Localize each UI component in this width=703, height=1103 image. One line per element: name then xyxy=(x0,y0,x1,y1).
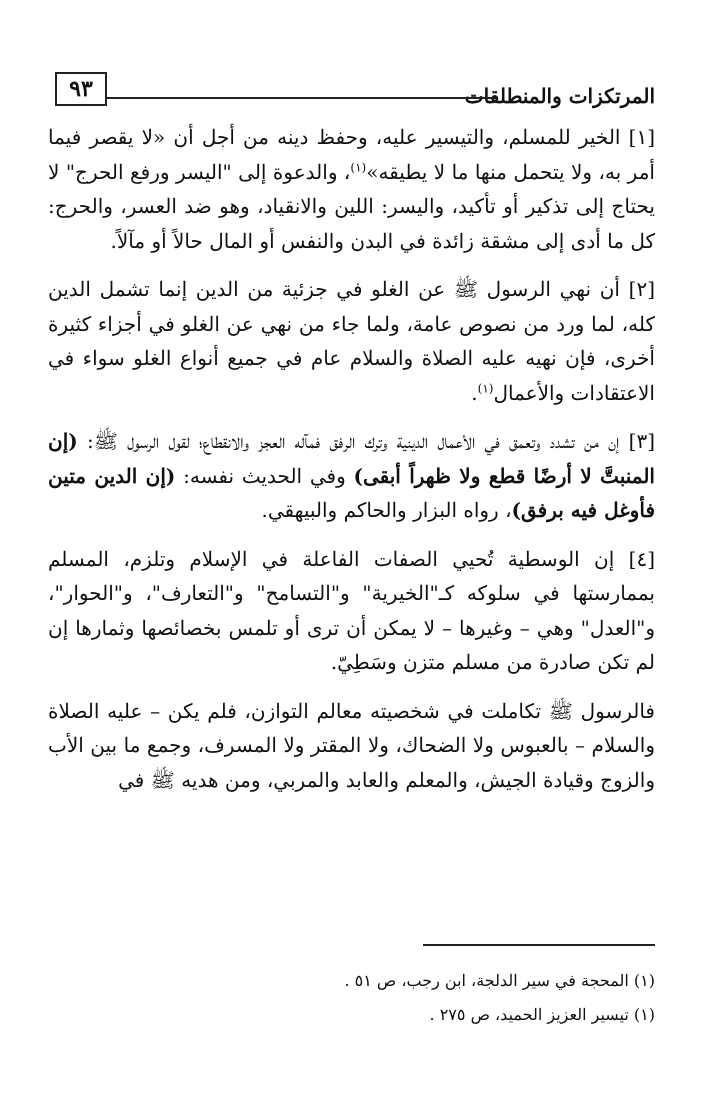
footnote-2: (١) تيسير العزيز الحميد، ص ٢٧٥ . xyxy=(429,1005,655,1024)
hadith-quote: (إن الدين متين فأوغل فيه برفق) xyxy=(48,463,655,522)
header-rule xyxy=(107,97,497,99)
paragraph-5 xyxy=(48,694,655,798)
footnote-ref: (١) xyxy=(350,159,367,174)
hadith-quote: (إن المنبتَّ لا أرضًا قطع ولا ظهراً أبقى) xyxy=(48,429,655,488)
footnotes xyxy=(48,964,655,1032)
text-segment: إن من تشدد وتعمق في الأعمال الدينية وترك الرفق فمآله العجز والانقطاع؛ لقول الرسول ﷺ: xyxy=(77,429,629,453)
footnote-ref: (١) xyxy=(477,380,494,395)
text-segment: ، والدعوة إلى "اليسر ورفع الحرج" لا يحتاج إلى تذكير أو تأكيد، واليسر: اللين والانقياد، وهو ضد العسر، والحرج: كل ما أدى إلى مشقة زائدة في البدن والنفس أو المال حالاً أو مآلاً. xyxy=(48,159,655,253)
text-segment: فالرسول ﷺ تكاملت في شخصيته معالم التوازن، فلم يكن – عليه الصلاة والسلام – بالعبوس ولا الضحاك، ولا المقتر ولا المسرف، وجمع ما بين الأب والزوج وقيادة الجيش، والمعلم والعابد والمربي، ومن هديه ﷺ في xyxy=(48,698,655,792)
text-segment: الخير للمسلم، والتيسير عليه، وحفظ دينه من أجل أن «لا يقصر فيما أمر به، ولا يتحمل منها ما لا يطيقه» xyxy=(48,125,655,184)
paragraph-2 xyxy=(48,272,655,410)
paragraph-1 xyxy=(48,120,655,258)
paragraph-4 xyxy=(48,542,655,680)
text-segment: ، رواه البزار والحاكم والبيهقي. xyxy=(261,498,512,522)
footnote-1: (١) المحجة في سير الدلجة، ابن رجب، ص ٥١ . xyxy=(344,971,655,990)
paragraph-3 xyxy=(48,424,655,528)
paragraph-number: [٣] xyxy=(628,429,655,453)
footnote-separator xyxy=(423,944,655,946)
main-text xyxy=(48,120,655,805)
text-segment: . xyxy=(471,380,478,405)
text-segment: وفي الحديث نفسه: xyxy=(175,463,354,488)
text-segment: أن نهي الرسول ﷺ عن الغلو في جزئية من الدين إنما تشمل الدين كله، لما ورد من نصوص عامة، ولما جاء من نهي عن الغلو في أجزاء كثيرة أخرى، فإن نهيه عليه الصلاة والسلام عام في جميع أنواع الغلو سواء في الاعتقادات والأعمال xyxy=(48,277,655,405)
page-header xyxy=(55,72,655,112)
paragraph-number: [٤] xyxy=(628,546,655,571)
running-title: المرتكزات والمنطلقات xyxy=(464,84,655,108)
page-number: ٩٣ xyxy=(55,72,107,106)
paragraph-number: [٢] xyxy=(628,277,655,301)
text-segment: إن الوسطية تُحيي الصفات الفاعلة في الإسلام وتلزم، المسلم بممارستها في سلوكه كـ"الخيرية" و"التسامح" و"التعارف"، و"الحوار"، و"العدل" وهي – وغيرها – لا يمكن أن ترى أو تلمس بخصائصها وثمارها إن لم تكن صادرة من مسلم متزن وسَطِيّ. xyxy=(48,546,655,674)
paragraph-number: [١] xyxy=(628,125,655,149)
